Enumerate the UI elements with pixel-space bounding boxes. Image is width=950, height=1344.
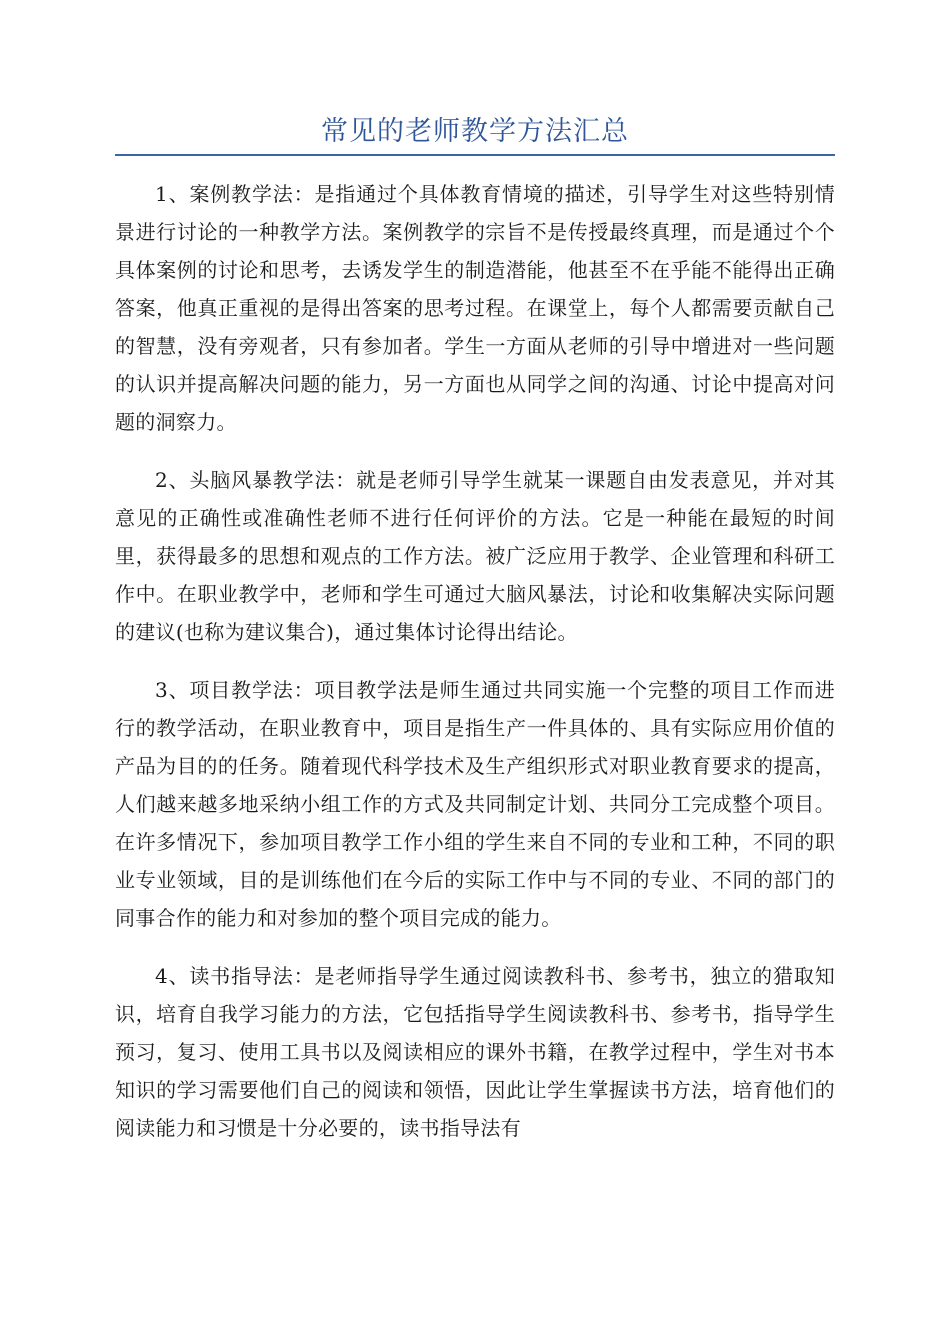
- paragraph-brainstorming: 2、头脑风暴教学法：就是老师引导学生就某一课题自由发表意见，并对其意见的正确性或准确性老师不进行任何评价的方法。它是一种能在最短的时间里，获得最多的思想和观点的工作方法。被广泛应用于教学、企业管理和科研工作中。在职业教学中，老师和学生可通过大脑风暴法，讨论和收集解决实际问题的建议(也称为建议集合)，通过集体讨论得出结论。: [115, 468, 835, 644]
- paragraph-case-teaching: 1、案例教学法：是指通过个具体教育情境的描述，引导学生对这些特别情景进行讨论的一种教学方法。案例教学的宗旨不是传授最终真理，而是通过个个具体案例的讨论和思考，去诱发学生的制造潜能，他甚至不在乎能不能得出正确答案，他真正重视的是得出答案的思考过程。在课堂上，每个人都需要贡献自己的智慧，没有旁观者，只有参加者。学生一方面从老师的引导中增进对一些问题的认识并提高解决问题的能力，另一方面也从同学之间的沟通、讨论中提高对问题的洞察力。: [115, 182, 835, 434]
- paragraph-project-teaching: 3、项目教学法：项目教学法是师生通过共同实施一个完整的项目工作而进行的教学活动，在职业教育中，项目是指生产一件具体的、具有实际应用价值的产品为目的的任务。随着现代科学技术及生产组织形式对职业教育要求的提高，人们越来越多地采纳小组工作的方式及共同制定计划、共同分工完成整个项目。在许多情况下，参加项目教学工作小组的学生来自不同的专业和工种，不同的职业专业领域，目的是训练他们在今后的实际工作中与不同的专业、不同的部门的同事合作的能力和对参加的整个项目完成的能力。: [115, 678, 835, 930]
- document-body: [115, 175, 835, 1167]
- paragraph-reading-guidance: 4、读书指导法：是老师指导学生通过阅读教科书、参考书，独立的猎取知识，培育自我学习能力的方法，它包括指导学生阅读教科书、参考书，指导学生预习，复习、使用工具书以及阅读相应的课外书籍，在教学过程中，学生对书本知识的学习需要他们自己的阅读和领悟，因此让学生掌握读书方法，培育他们的阅读能力和习惯是十分必要的，读书指导法有: [115, 964, 835, 1140]
- title-underline: [115, 154, 835, 156]
- document-title: 常见的老师教学方法汇总: [321, 116, 629, 147]
